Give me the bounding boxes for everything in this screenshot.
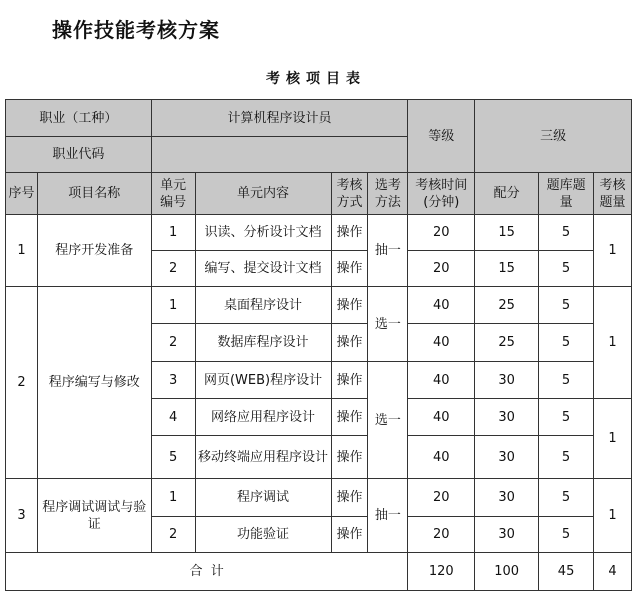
unit-time: 20 <box>408 479 475 517</box>
unit-no: 1 <box>151 287 195 324</box>
unit-score: 30 <box>475 479 539 517</box>
unit-no: 2 <box>151 251 195 287</box>
unit-method: 操作 <box>331 287 368 324</box>
unit-method: 操作 <box>331 324 368 362</box>
unit-bank: 5 <box>539 399 594 436</box>
unit-time: 40 <box>408 324 475 362</box>
unit-method: 操作 <box>331 215 368 251</box>
unit-method: 操作 <box>331 436 368 479</box>
item-name: 程序调试调试与验证 <box>37 479 151 553</box>
exam-count: 1 <box>594 287 632 399</box>
exam-count: 1 <box>594 215 632 287</box>
unit-method: 操作 <box>331 251 368 287</box>
item-seq: 1 <box>6 215 38 287</box>
total-exam: 4 <box>594 553 632 591</box>
unit-no: 5 <box>151 436 195 479</box>
unit-content: 功能验证 <box>195 517 331 553</box>
item-seq: 2 <box>6 287 38 479</box>
col-selection-header: 选考方法 <box>368 173 408 215</box>
unit-method: 操作 <box>331 362 368 399</box>
unit-no: 1 <box>151 215 195 251</box>
table-row <box>6 215 632 251</box>
unit-method: 操作 <box>331 479 368 517</box>
unit-score: 25 <box>475 324 539 362</box>
unit-time: 40 <box>408 362 475 399</box>
total-time: 120 <box>408 553 475 591</box>
total-bank: 45 <box>539 553 594 591</box>
occupation-label: 职业（工种） <box>6 100 152 137</box>
selection-method: 选一 <box>368 287 408 362</box>
unit-bank: 5 <box>539 479 594 517</box>
unit-time: 20 <box>408 517 475 553</box>
col-bank-header: 题库题量 <box>539 173 594 215</box>
header-occupation-row <box>6 100 632 137</box>
unit-score: 30 <box>475 517 539 553</box>
total-score: 100 <box>475 553 539 591</box>
unit-content: 编写、提交设计文档 <box>195 251 331 287</box>
unit-time: 20 <box>408 251 475 287</box>
exam-count: 1 <box>594 479 632 553</box>
grade-value: 三级 <box>475 100 632 173</box>
unit-score: 25 <box>475 287 539 324</box>
column-header-row <box>6 173 632 215</box>
unit-score: 15 <box>475 215 539 251</box>
col-unit-no-header: 单元编号 <box>151 173 195 215</box>
unit-time: 40 <box>408 399 475 436</box>
col-score-header: 配分 <box>475 173 539 215</box>
selection-method: 选一 <box>368 362 408 479</box>
unit-bank: 5 <box>539 436 594 479</box>
unit-bank: 5 <box>539 215 594 251</box>
unit-no: 4 <box>151 399 195 436</box>
exam-items-table <box>5 99 632 591</box>
totals-row <box>6 553 632 591</box>
unit-method: 操作 <box>331 399 368 436</box>
unit-content: 数据库程序设计 <box>195 324 331 362</box>
code-value <box>151 137 408 173</box>
selection-method: 抽一 <box>368 479 408 553</box>
table-caption: 考核项目表 <box>266 71 366 87</box>
unit-time: 40 <box>408 287 475 324</box>
document-title: 操作技能考核方案 <box>52 18 220 42</box>
selection-method: 抽一 <box>368 215 408 287</box>
unit-no: 2 <box>151 324 195 362</box>
item-name: 程序开发准备 <box>37 215 151 287</box>
unit-score: 30 <box>475 436 539 479</box>
unit-content: 程序调试 <box>195 479 331 517</box>
unit-bank: 5 <box>539 362 594 399</box>
unit-content: 识读、分析设计文档 <box>195 215 331 251</box>
unit-score: 30 <box>475 399 539 436</box>
unit-time: 20 <box>408 215 475 251</box>
col-exam-header: 考核题量 <box>594 173 632 215</box>
col-unit-content-header: 单元内容 <box>195 173 331 215</box>
unit-bank: 5 <box>539 287 594 324</box>
col-method-header: 考核方式 <box>331 173 368 215</box>
table-row <box>6 479 632 517</box>
unit-bank: 5 <box>539 251 594 287</box>
unit-no: 3 <box>151 362 195 399</box>
unit-score: 15 <box>475 251 539 287</box>
unit-bank: 5 <box>539 324 594 362</box>
code-label: 职业代码 <box>6 137 152 173</box>
occupation-value: 计算机程序设计员 <box>151 100 408 137</box>
col-seq-header: 序号 <box>6 173 38 215</box>
grade-label: 等级 <box>408 100 475 173</box>
totals-label: 合 计 <box>6 553 408 591</box>
col-item-name-header: 项目名称 <box>37 173 151 215</box>
unit-content: 桌面程序设计 <box>195 287 331 324</box>
item-name: 程序编写与修改 <box>37 287 151 479</box>
unit-content: 移动终端应用程序设计 <box>195 436 331 479</box>
unit-bank: 5 <box>539 517 594 553</box>
unit-method: 操作 <box>331 517 368 553</box>
item-seq: 3 <box>6 479 38 553</box>
unit-score: 30 <box>475 362 539 399</box>
unit-no: 1 <box>151 479 195 517</box>
unit-time: 40 <box>408 436 475 479</box>
unit-content: 网页(WEB)程序设计 <box>195 362 331 399</box>
table-row <box>6 287 632 324</box>
exam-count: 1 <box>594 399 632 479</box>
unit-no: 2 <box>151 517 195 553</box>
unit-content: 网络应用程序设计 <box>195 399 331 436</box>
col-time-header: 考核时间(分钟) <box>408 173 475 215</box>
